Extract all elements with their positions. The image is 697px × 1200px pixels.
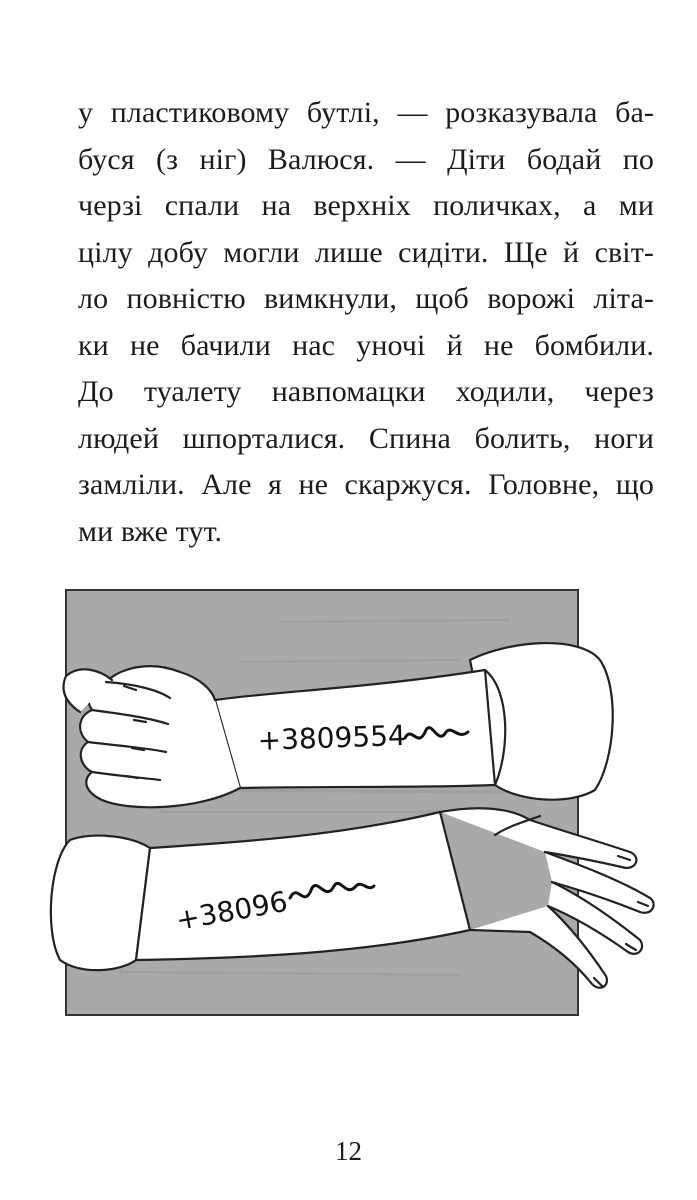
page-number: 12 (335, 1136, 362, 1166)
text-line: ки не бачили нас уночі й не бомбили. (78, 328, 654, 362)
lower-arm-number: +38096 (173, 884, 291, 937)
body-text (78, 90, 654, 555)
upper-arm-number: +3809554 (257, 718, 407, 757)
text-line: цілу добу могли лише сидіти. Ще й світ- (78, 235, 654, 269)
text-line: у пластиковому бутлі, — розказувала ба- (78, 96, 654, 129)
text-line: черзі спали на верхніх поличках, а ми (78, 189, 654, 222)
text-line: ло повністю вимкнули, щоб ворожі літа- (78, 282, 654, 315)
text-line: ми вже тут. (78, 514, 223, 548)
text-line: буся (з ніг) Валюся. — Діти бодай по (78, 142, 654, 176)
text-line: замліли. Але я не скаржуся. Головне, що (78, 468, 654, 501)
text-line: До туалету навпомацки ходили, через (78, 375, 654, 408)
arms-illustration (40, 580, 660, 1030)
text-line: людей шпорталися. Спина болить, ноги (78, 421, 654, 455)
